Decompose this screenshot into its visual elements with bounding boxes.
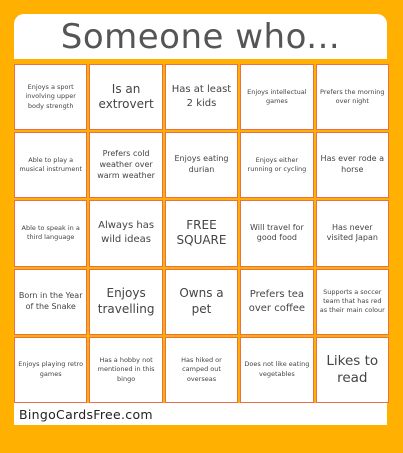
bingo-cell[interactable]	[89, 64, 162, 130]
bingo-cell-text: Likes to read	[326, 353, 379, 386]
bingo-cell-text: Is an extrovert	[98, 81, 154, 112]
bingo-cell[interactable]	[14, 269, 87, 335]
bingo-cell[interactable]	[14, 200, 87, 266]
bingo-cell[interactable]	[89, 132, 162, 198]
bingo-cell[interactable]	[240, 64, 313, 130]
bingo-grid	[14, 64, 389, 403]
bingo-cell-text: Enjoys travelling	[97, 286, 155, 316]
bingo-cell-text: Has hiked or camped out overseas	[181, 355, 222, 383]
bingo-cell[interactable]	[240, 337, 313, 403]
bingo-cell[interactable]	[165, 337, 238, 403]
bingo-cell[interactable]	[165, 132, 238, 198]
bingo-cell[interactable]	[240, 200, 313, 266]
bingo-cell-text: Enjoys either running or cycling	[247, 155, 307, 174]
bingo-cell-text: Enjoys intellectual games	[247, 87, 307, 106]
bingo-cell-text: Able to play a musical instrument	[19, 155, 83, 174]
bingo-cell-text: Has ever rode a horse	[320, 154, 385, 175]
bingo-cell[interactable]	[89, 200, 162, 266]
bingo-cell[interactable]	[14, 132, 87, 198]
bingo-cell-text: Does not like eating vegetables	[244, 360, 310, 378]
bingo-cell-text: Prefers the morning over night	[320, 87, 385, 106]
bingo-cell[interactable]	[240, 132, 313, 198]
bingo-cell[interactable]	[240, 269, 313, 335]
bingo-cell-text: FREE SQUARE	[176, 217, 227, 248]
bingo-cell[interactable]	[165, 269, 238, 335]
card-header	[14, 14, 387, 59]
bingo-cell[interactable]	[316, 200, 389, 266]
bingo-cell-text: Prefers tea over coffee	[248, 288, 306, 314]
bingo-cell[interactable]	[165, 64, 238, 130]
bingo-cell-text: Will travel for good food	[250, 222, 304, 243]
bingo-cell[interactable]	[316, 269, 389, 335]
bingo-cell-text: Has never visited Japan	[326, 222, 378, 243]
bingo-cell-text: Has at least 2 kids	[171, 84, 232, 110]
bingo-cell-text: Prefers cold weather over warm weather	[97, 149, 155, 180]
brand-label: BingoCardsFree.com	[19, 406, 153, 422]
bingo-cell-text: Born in the Year of the Snake	[18, 290, 83, 311]
bingo-cell[interactable]	[14, 64, 87, 130]
bingo-cell[interactable]	[89, 337, 162, 403]
bingo-cell-text: Has a hobby not mentioned in this bingo	[97, 355, 155, 383]
bingo-cell[interactable]	[316, 64, 389, 130]
bingo-cell[interactable]	[316, 337, 389, 403]
bingo-cell-text: Supports a soccer team that has red as their main colour	[319, 287, 385, 315]
bingo-cell-text: Enjoys a sport involving upper body strength	[25, 82, 76, 110]
bingo-cell[interactable]	[14, 337, 87, 403]
bingo-cell-text: Able to speak in a third language	[21, 224, 80, 242]
card-title: Someone who...	[60, 16, 341, 57]
bingo-cell-text: Owns a pet	[179, 286, 224, 316]
card-footer	[14, 403, 387, 425]
bingo-cell-text: Always has wild ideas	[98, 220, 155, 246]
bingo-cell[interactable]	[165, 200, 238, 266]
bingo-cell[interactable]	[316, 132, 389, 198]
bingo-cell-text: Enjoys playing retro games	[18, 360, 84, 378]
bingo-cell-text: Enjoys eating durian	[174, 154, 229, 175]
bingo-cell[interactable]	[89, 269, 162, 335]
